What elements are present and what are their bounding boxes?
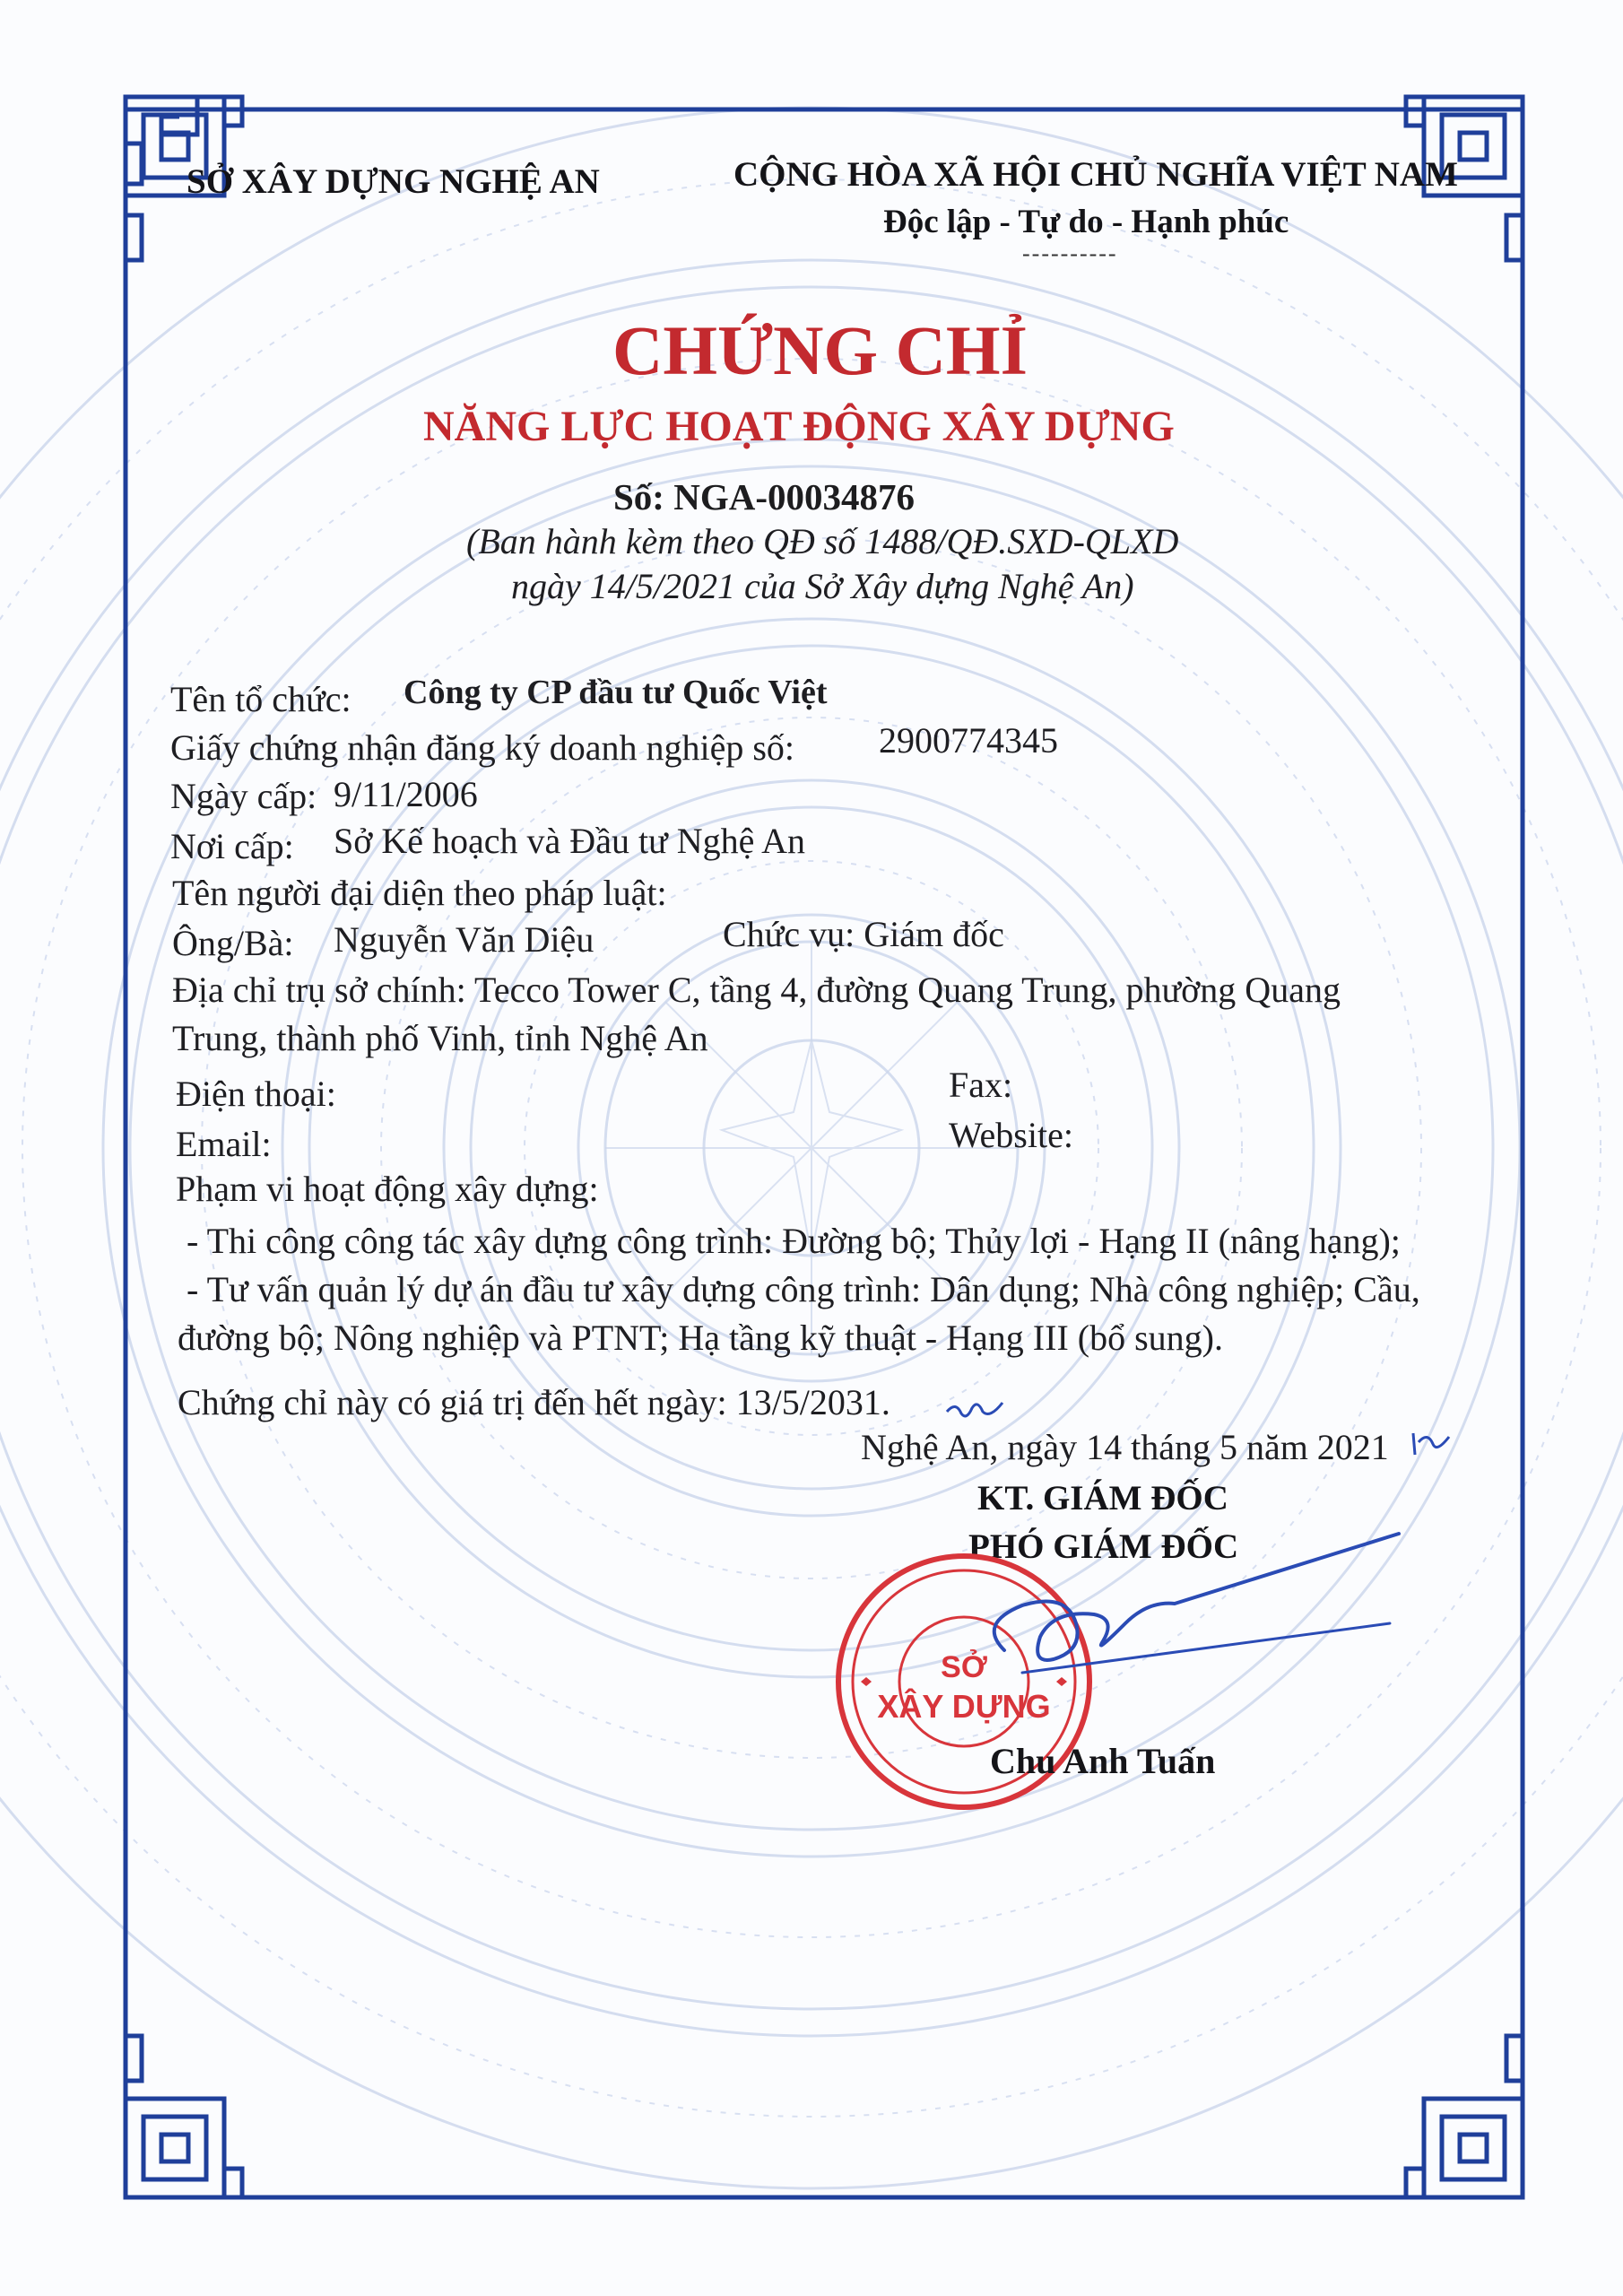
position-label: Chức vụ:	[723, 914, 855, 954]
certificate-number	[613, 475, 915, 518]
number-value: NGA-00034876	[673, 476, 915, 517]
scope-item-1: - Thi công công tác xây dựng công trình: Đường bộ; Thủy lợi - Hạng II (nâng hạng);	[187, 1221, 1401, 1261]
scope-item-2-line2: đường bộ; Nông nghiệp và PTNT; Hạ tầng kỹ thuật - Hạng III (bổ sung).	[178, 1318, 1223, 1358]
address-line1: Tecco Tower C, tầng 4, đường Quang Trung, phường Quang	[474, 970, 1341, 1010]
for-director: KT. GIÁM ĐỐC	[977, 1479, 1228, 1518]
issue-place-label: Nơi cấp:	[170, 826, 294, 866]
signer-name: Chu Anh Tuấn	[990, 1741, 1216, 1781]
issuance-decision-line1: (Ban hành kèm theo QĐ số 1488/QĐ.SXD-QLXD	[466, 521, 1179, 561]
initial-mark	[943, 1392, 1006, 1424]
issuing-agency: SỞ XÂY DỰNG NGHỆ AN	[187, 162, 600, 201]
national-motto: Độc lập - Tự do - Hạnh phúc	[883, 204, 1289, 240]
legal-representative-label: Tên người đại diện theo pháp luật:	[172, 873, 667, 913]
initial-mark-2	[1410, 1424, 1454, 1460]
org-name-value: Công ty CP đầu tư Quốc Việt	[404, 674, 828, 711]
issue-date-label: Ngày cấp:	[170, 776, 317, 816]
address-line2: Trung, thành phố Vinh, tỉnh Nghệ An	[172, 1018, 708, 1058]
address-field	[172, 969, 1341, 1011]
person-label: Ông/Bà:	[172, 923, 294, 963]
issuance-decision-line2: ngày 14/5/2021 của Sở Xây dựng Nghệ An)	[511, 566, 1134, 606]
issue-date-value: 9/11/2006	[334, 774, 478, 814]
scope-label: Phạm vi hoạt động xây dựng:	[176, 1169, 599, 1209]
number-label: Số:	[613, 476, 664, 517]
position-value: Giám đốc	[864, 914, 1004, 954]
handwritten-signature	[968, 1516, 1417, 1731]
fax-label: Fax:	[949, 1065, 1013, 1105]
certificate-subtitle: NĂNG LỰC HOẠT ĐỘNG XÂY DỰNG	[423, 403, 1175, 450]
scope-item-2-line1: - Tư vấn quản lý dự án đầu tư xây dựng công trình: Dân dụng; Nhà công nghiệp; Cầu,	[187, 1269, 1420, 1309]
validity-statement: Chứng chỉ này có giá trị đến hết ngày: 13/5/2031.	[178, 1382, 890, 1422]
certificate-title: CHỨNG CHỈ	[612, 311, 1028, 389]
country-name: CỘNG HÒA XÃ HỘI CHỦ NGHĨA VIỆT NAM	[733, 155, 1458, 194]
org-name-label: Tên tổ chức:	[170, 679, 352, 719]
position-field	[723, 913, 1004, 955]
person-value: Nguyễn Văn Diệu	[334, 919, 595, 960]
issue-place-value: Sở Kế hoạch và Đầu tư Nghệ An	[334, 821, 806, 861]
registration-number: 2900774345	[879, 720, 1058, 761]
email-label: Email:	[176, 1124, 272, 1164]
place-and-date: Nghệ An, ngày 14 tháng 5 năm 2021	[861, 1427, 1389, 1467]
phone-label: Điện thoại:	[176, 1074, 336, 1114]
seal-top-text: SỞ	[941, 1650, 987, 1684]
deputy-director-title: PHÓ GIÁM ĐỐC	[968, 1527, 1239, 1566]
seal-center-text: XÂY DỰNG	[877, 1688, 1051, 1725]
website-label: Website:	[949, 1115, 1073, 1155]
registration-label: Giấy chứng nhận đăng ký doanh nghiệp số:	[170, 727, 794, 768]
motto-underline: ----------	[1022, 240, 1118, 266]
address-label: Địa chỉ trụ sở chính:	[172, 970, 466, 1010]
